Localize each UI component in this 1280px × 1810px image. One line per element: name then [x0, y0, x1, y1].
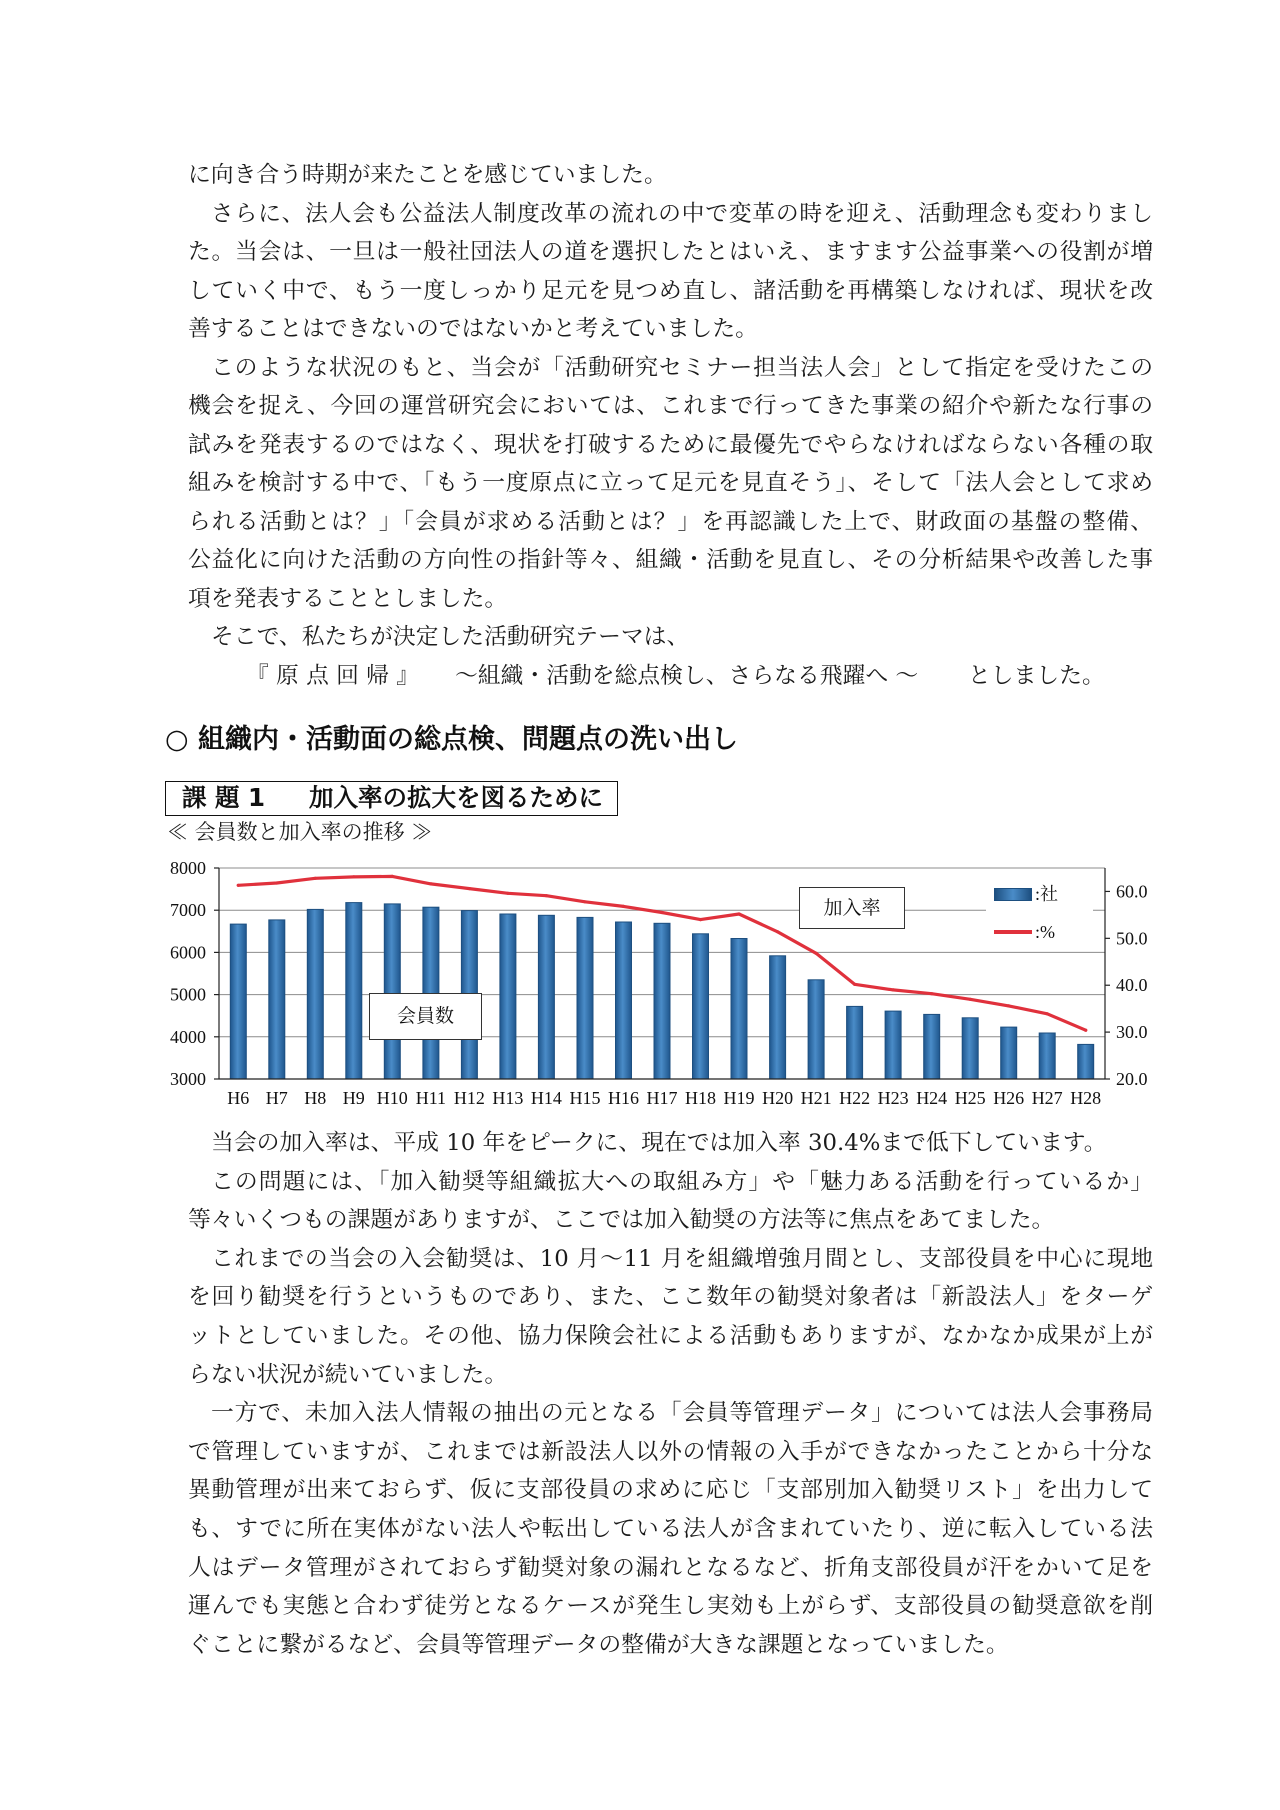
rate-point-h14 [545, 894, 548, 897]
theme-subtitle: ～組織・活動を総点検し、さらなる飛躍へ ～ [455, 662, 919, 689]
text-line: この問題には、「加入勧奨等組織拡大への取組み方」や「魅力ある活動を行っているか」 [211, 1168, 1153, 1195]
rate-point-h23 [892, 988, 895, 991]
rate-point-h28 [1084, 1029, 1087, 1032]
bar-h15 [577, 917, 593, 1079]
x-tick-label: H27 [1031, 1088, 1063, 1108]
rate-point-h18 [699, 918, 702, 921]
bar-h19 [731, 939, 747, 1080]
text-line: 一方で、未加入法人情報の抽出の元となる「会員等管理データ」については法人会事務局 [211, 1400, 1153, 1427]
rate-point-h20 [776, 930, 779, 933]
legend-line-swatch [994, 930, 1032, 934]
bar-h6 [230, 924, 246, 1079]
rate-point-h26 [1007, 1004, 1010, 1007]
rate-point-h13 [506, 892, 509, 895]
y2-tick-label: 40.0 [1116, 975, 1148, 996]
bar-h7 [269, 920, 285, 1079]
x-tick-label: H12 [453, 1088, 485, 1108]
text-line: さらに、法人会も公益法人制度改革の流れの中で変革の時を迎え、活動理念も変わりまし [211, 200, 1153, 227]
text-line: 当会の加入率は、平成 10 年をピークに、現在では加入率 30.4%まで低下しています。 [211, 1130, 1107, 1156]
bar-h18 [693, 934, 709, 1079]
x-tick-label: H19 [723, 1088, 755, 1108]
bar-h9 [346, 903, 362, 1079]
legend-bar-label: :社 [1035, 884, 1059, 904]
y-tick-label: 6000 [170, 942, 206, 963]
section-heading: ○ 組織内・活動面の総点検、問題点の洗い出し [165, 724, 738, 755]
chart-caption: ≪ 会員数と加入率の推移 ≫ [167, 820, 433, 844]
y-tick-label: 8000 [170, 858, 206, 878]
x-tick-label: H24 [916, 1088, 948, 1108]
text-line: に向き合う時期が来たことを感じていました。 [188, 162, 667, 188]
text-line: このような状況のもと、当会が「活動研究セミナー担当法人会」として指定を受けたこの [211, 354, 1153, 381]
rate-point-h21 [815, 952, 818, 955]
y2-tick-label: 20.0 [1116, 1069, 1148, 1089]
rate-point-h16 [622, 905, 625, 908]
text-line: で管理していますが、これまでは新設法人以外の情報の入手ができなかったことから十分な [188, 1438, 1153, 1465]
theme-line [188, 657, 1153, 696]
rate-point-h19 [737, 912, 740, 915]
x-tick-label: H13 [492, 1088, 524, 1108]
x-tick-label: H11 [415, 1088, 447, 1108]
bar-h27 [1039, 1033, 1055, 1079]
text-line: らない状況が続いていました。 [188, 1361, 508, 1388]
rate-point-h22 [853, 983, 856, 986]
rate-point-h10 [391, 875, 394, 878]
x-tick-label: H20 [762, 1088, 794, 1108]
x-tick-label: H26 [993, 1088, 1025, 1108]
y-tick-label: 7000 [170, 900, 206, 921]
text-line: 異動管理が出来ておらず、仮に支部役員の求めに応じ「支部別加入勧奨リスト」を出力して [188, 1477, 1153, 1504]
text-line: 公益化に向けた活動の方向性の指針等々、組織・活動を見直し、その分析結果や改善した事 [188, 547, 1153, 573]
bar-h10 [384, 904, 400, 1079]
y2-tick-label: 50.0 [1116, 928, 1148, 949]
x-tick-label: H23 [877, 1088, 909, 1108]
text-line: 人はデータ管理がされておらず勧奨対象の漏れとなるなど、折角支部役員が汗をかいて足を [188, 1554, 1153, 1581]
x-tick-label: H16 [608, 1088, 639, 1108]
rate-point-h27 [1046, 1012, 1049, 1015]
bar-h14 [538, 915, 554, 1079]
theme-title: 『 原 点 回 帰 』 [246, 662, 420, 689]
members-annotation: 会員数 [369, 993, 482, 1040]
text-line: 等々いくつもの課題がありますが、ここでは加入勧奨の方法等に焦点をあてました。 [188, 1207, 1055, 1234]
rate-point-h8 [314, 877, 317, 880]
x-tick-label: H22 [839, 1088, 871, 1108]
rate-annotation: 加入率 [799, 887, 905, 929]
x-tick-label: H18 [685, 1088, 716, 1108]
x-tick-label: H25 [954, 1088, 986, 1108]
bar-h21 [808, 980, 824, 1079]
rate-point-h12 [468, 887, 471, 890]
lower-text-block [188, 1124, 1153, 1664]
bar-h28 [1078, 1044, 1094, 1079]
legend-bar-swatch [994, 888, 1032, 901]
x-tick-label: H14 [530, 1088, 562, 1108]
text-line: た。当会は、一旦は一般社団法人の道を選択したとはいえ、ますます公益事業への役割が増 [188, 239, 1153, 265]
chart-legend [986, 880, 1093, 949]
text-line: 運んでも実態と合わず徒労となるケースが発生し実効も上がらず、支部役員の勧奨意欲を削 [188, 1593, 1153, 1620]
rate-point-h9 [352, 875, 355, 878]
bar-h17 [654, 923, 670, 1079]
bar-h24 [924, 1014, 940, 1079]
bar-h25 [962, 1018, 978, 1079]
bar-h23 [885, 1011, 901, 1079]
y2-tick-label: 60.0 [1116, 881, 1148, 902]
text-line: 機会を捉え、今回の運営研究会においては、これまで行ってきた事業の紹介や新たな行事の [188, 393, 1153, 419]
text-line: これまでの当会の入会勧奨は、10 月～11 月を組織増強月間とし、支部役員を中心に現地 [211, 1245, 1153, 1272]
x-tick-label: H15 [569, 1088, 601, 1108]
bar-h16 [616, 922, 632, 1079]
text-line: していく中で、もう一度しっかり足元を見つめ直し、諸活動を再構築しなければ、現状を改 [188, 277, 1153, 304]
bar-h26 [1001, 1027, 1017, 1079]
x-tick-label: H9 [342, 1088, 365, 1108]
legend-line-label: :% [1035, 922, 1055, 942]
rate-point-h24 [930, 992, 933, 995]
text-line: られる活動とは？」「会員が求める活動とは？」を再認識した上で、財政面の基盤の整備、 [188, 508, 1153, 535]
rate-point-h25 [969, 998, 972, 1001]
text-line: 項を発表することとしました。 [188, 585, 508, 612]
bar-h13 [500, 914, 516, 1079]
text-line: を回り勧奨を行うというものであり、また、ここ数年の勧奨対象者は「新設法人」をターゲ [188, 1284, 1153, 1311]
bar-h20 [770, 956, 786, 1079]
task-label: 課 題 1 [182, 783, 266, 812]
task-title: 加入率の拡大を図るために [309, 783, 603, 812]
x-tick-label: H8 [304, 1088, 327, 1108]
rate-point-h6 [237, 884, 240, 887]
task-title-box [165, 781, 618, 816]
x-tick-label: H17 [646, 1088, 678, 1108]
y-tick-label: 3000 [170, 1069, 206, 1089]
text-line: も、すでに所在実体がない法人や転出している法人が含まれていたり、逆に転入している法 [188, 1515, 1153, 1542]
y2-tick-label: 30.0 [1116, 1022, 1148, 1043]
text-line: 試みを発表するのではなく、現状を打破するために最優先でやらなければならない各種の取 [188, 431, 1153, 458]
x-tick-label: H6 [227, 1088, 250, 1108]
y-tick-label: 4000 [170, 1026, 206, 1047]
bar-h8 [307, 909, 323, 1079]
rate-point-h7 [275, 881, 278, 884]
x-tick-label: H10 [376, 1088, 408, 1108]
text-line: そこで、私たちが決定した活動研究テーマは、 [211, 624, 690, 650]
x-tick-label: H21 [800, 1088, 832, 1108]
rate-point-h15 [583, 900, 586, 903]
rate-point-h17 [660, 911, 663, 914]
upper-text-block [188, 156, 1153, 695]
y-tick-label: 5000 [170, 984, 206, 1005]
text-line: ぐことに繋がるなど、会員等管理データの整備が大きな課題となっていました。 [188, 1631, 1009, 1658]
bar-h22 [847, 1006, 863, 1079]
theme-suffix: としました。 [968, 662, 1105, 689]
x-tick-label: H28 [1070, 1088, 1102, 1108]
text-line: ットとしていました。その他、協力保険会社による活動もありますが、なかなか成果が上が [188, 1322, 1153, 1349]
rate-point-h11 [429, 882, 432, 885]
text-line: 組みを検討する中で、「もう一度原点に立って足元を見直そう」、そして「法人会として求め [188, 470, 1153, 496]
text-line: 善することはできないのではないかと考えていました。 [188, 316, 758, 342]
x-tick-label: H7 [265, 1088, 288, 1108]
